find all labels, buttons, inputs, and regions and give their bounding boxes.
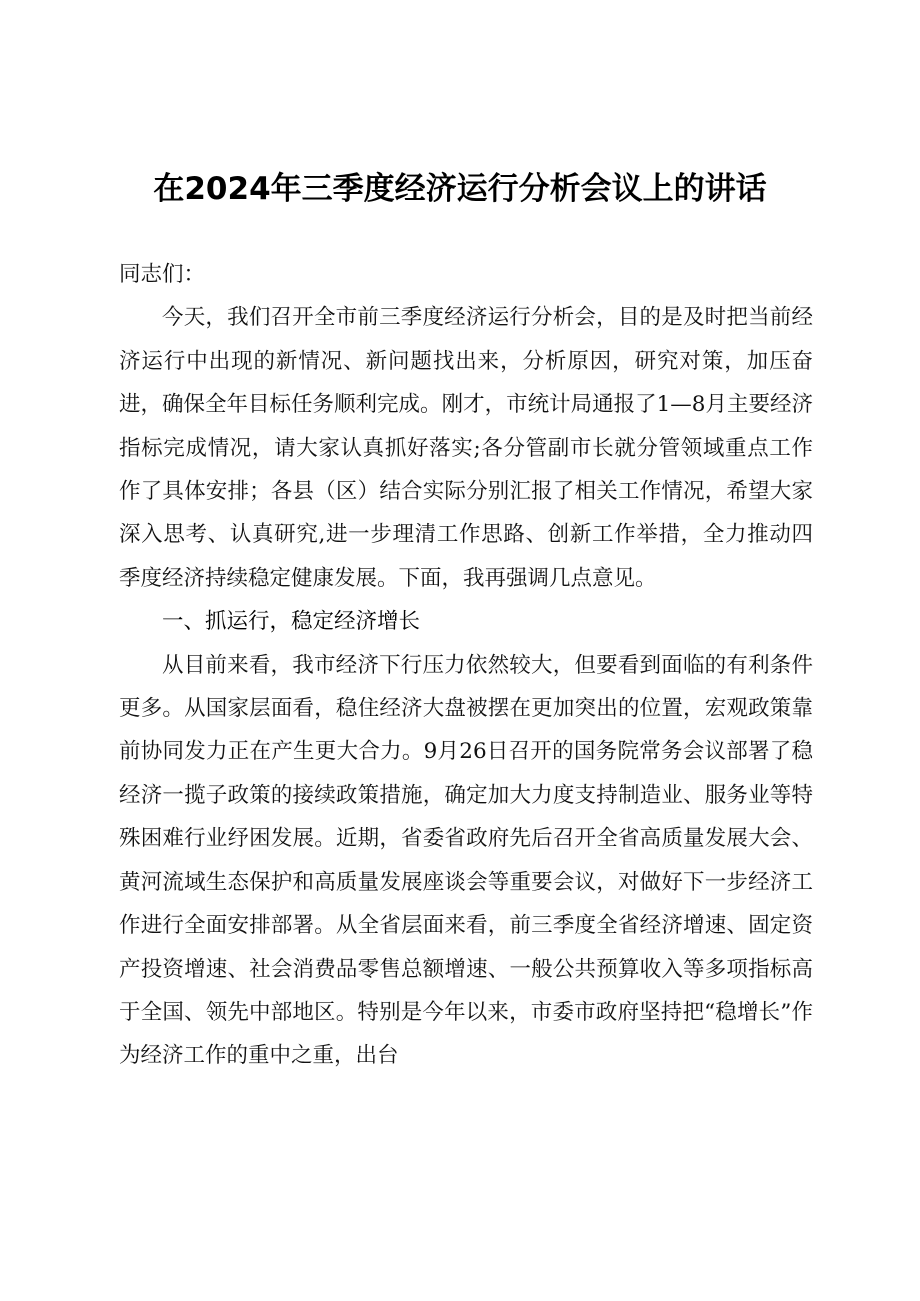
paragraph-opening: 今天，我们召开全市前三季度经济运行分析会，目的是及时把当前经济运行中出现的新情况、新问题找出来，分析原因，研究对策，加压奋进，确保全年目标任务顺利完成。刚才，市统计局通报了1—8月主要经济指标完成情况，请大家认真抓好落实;各分管副市长就分管领域重点工作作了具体安排；各县（区）结合实际分别汇报了相关工作情况，希望大家深入思考、认真研究,进一步理清工作思路、创新工作举措，全力推动四季度经济持续稳定健康发展。下面，我再强调几点意见。 (119, 305, 813, 591)
paragraph-section-1: 从目前来看，我市经济下行压力依然较大，但要看到面临的有利条件更多。从国家层面看，稳住经济大盘被摆在更加突出的位置，宏观政策靠前协同发力正在产生更大合力。9月26日召开的国务院常务会议部署了稳经济一揽子政策的接续政策措施，确定加大力度支持制造业、服务业等特殊困难行业纾困发展。近期，省委省政府先后召开全省高质量发展大会、黄河流域生态保护和高质量发展座谈会等重要会议，对做好下一步经济工作进行全面安排部署。从全省层面来看，前三季度全省经济增速、固定资产投资增速、社会消费品零售总额增速、一般公共预算收入等多项指标高于全国、领先中部地区。特别是今年以来，市委市政府坚持把“稳增长”作为经济工作的重中之重，出台 (119, 652, 813, 1069)
document-title: 在2024年三季度经济运行分析会议上的讲话 (153, 171, 767, 207)
salutation: 同志们： (119, 262, 206, 287)
document-body (119, 253, 813, 1078)
section-heading-1: 一、抓运行，稳定经济增长 (162, 609, 421, 635)
